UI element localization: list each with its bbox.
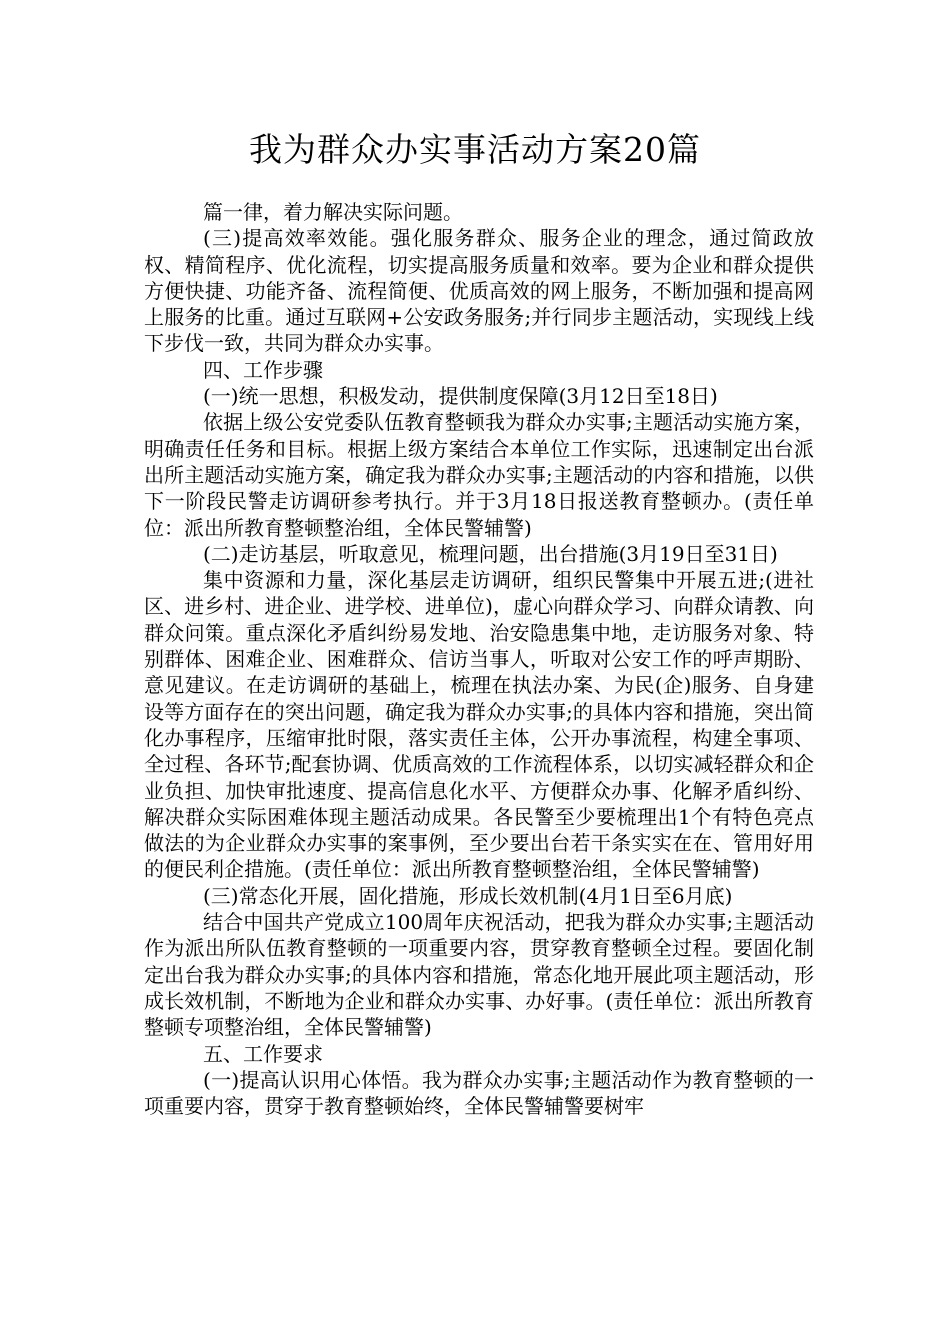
section-heading: 四、工作步骤 (203, 357, 323, 382)
section-heading: 五、工作要求 (203, 1041, 323, 1066)
paragraph: 依据上级公安党委队伍教育整顿我为群众办实事;主题活动实施方案，明确责任任务和目标。根据上级方案结合本单位工作实际，迅速制定出台派出所主题活动实施方案，确定我为群众办实事;主题活动的内容和措施，以供下一阶段民警走访调研参考执行。并于3月18日报送教育整顿办。(责任单位：派出所教育整顿整治组，全体民警辅警) (144, 410, 814, 540)
paragraph: (一)提高认识用心体悟。我为群众办实事;主题活动作为教育整顿的一项重要内容，贯穿于教育整顿始终，全体民警辅警要树牢 (144, 1067, 814, 1119)
document-body (144, 199, 814, 1119)
document-title: 我为群众办实事活动方案20篇 (249, 130, 701, 169)
subsection-heading: (一)统一思想，积极发动，提供制度保障(3月12日至18日) (203, 384, 718, 409)
paragraph: 篇一律，着力解决实际问题。 (203, 200, 463, 224)
paragraph: 集中资源和力量，深化基层走访调研，组织民警集中开展五进;(进社区、进乡村、进企业、进学校、进单位)，虚心向群众学习、向群众请教、向群众问策。重点深化矛盾纠纷易发地、治安隐患集中地，走访服务对象、特别群体、困难企业、困难群众、信访当事人，听取对公安工作的呼声期盼、意见建议。在走访调研的基础上，梳理在执法办案、为民(企)服务、自身建设等方面存在的突出问题，确定我为群众办实事;的具体内容和措施，突出简化办事程序，压缩审批时限，落实责任主体，公开办事流程，构建全事项、全过程、各环节;配套协调、优质高效的工作流程体系，以切实减轻群众和企业负担、加快审批速度、提高信息化水平、方便群众办事、化解矛盾纠纷、解决群众实际困难体现主题活动成果。各民警至少要梳理出1个有特色亮点做法的为企业群众办实事的案事例，至少要出台若干条实实在在、管用好用的便民利企措施。(责任单位：派出所教育整顿整治组，全体民警辅警) (144, 568, 814, 882)
subsection-heading: (三)常态化开展，固化措施，形成长效机制(4月1日至6月底) (203, 883, 733, 908)
subsection-heading: (二)走访基层，听取意见，梳理问题，出台措施(3月19日至31日) (203, 541, 778, 566)
paragraph: (三)提高效率效能。强化服务群众、服务企业的理念，通过简政放权、精简程序、优化流程，切实提高服务质量和效率。要为企业和群众提供方便快捷、功能齐备、流程简便、优质高效的网上服务，不断加强和提高网上服务的比重。通过互联网+公安政务服务;并行同步主题活动，实现线上线下步伐一致，共同为群众办实事。 (144, 226, 814, 356)
paragraph: 结合中国共产党成立100周年庆祝活动，把我为群众办实事;主题活动作为派出所队伍教育整顿的一项重要内容，贯穿教育整顿全过程。要固化制定出台我为群众办实事;的具体内容和措施，常态化地开展此项主题活动，形成长效机制，不断地为企业和群众办实事、办好事。(责任单位：派出所教育整顿专项整治组，全体民警辅警) (144, 910, 814, 1040)
